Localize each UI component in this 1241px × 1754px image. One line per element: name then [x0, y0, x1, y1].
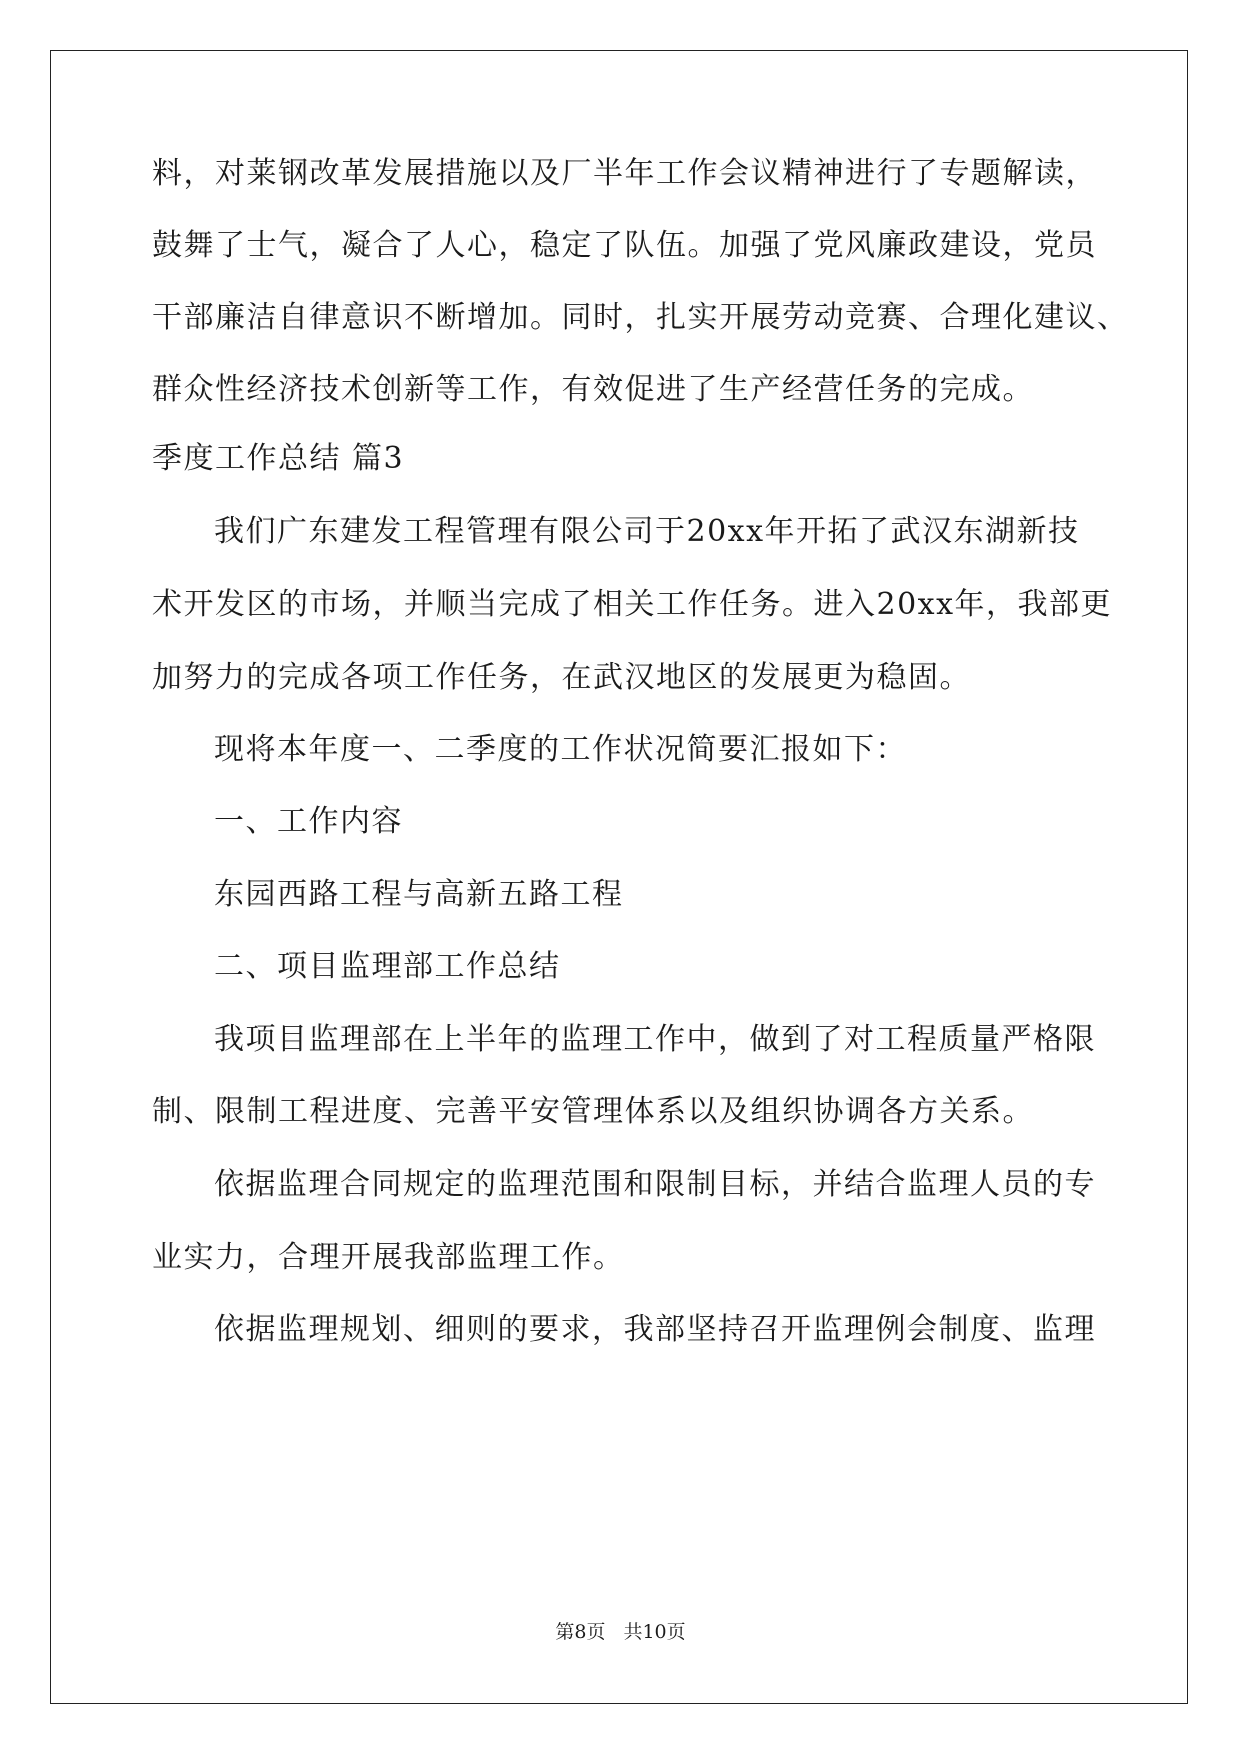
- body-line-8: 加努力的完成各项工作任务，在武汉地区的发展更为稳固。: [152, 660, 971, 695]
- body-line-16: 业实力，合理开展我部监理工作。: [152, 1240, 625, 1275]
- subheading-1: 一、工作内容: [214, 804, 403, 839]
- body-line-7: 术开发区的市场，并顺当完成了相关工作任务。进入20xx年，我部更: [152, 587, 1113, 622]
- page-footer: [0, 1620, 1241, 1644]
- body-line-9: 现将本年度一、二季度的工作状况简要汇报如下：: [214, 732, 907, 767]
- subheading-2: 二、项目监理部工作总结: [214, 949, 561, 984]
- page-number: 第8页: [555, 1621, 606, 1643]
- section-heading: 季度工作总结 篇3: [152, 441, 405, 476]
- body-line-6: 我们广东建发工程管理有限公司于20xx年开拓了武汉东湖新技: [214, 514, 1080, 549]
- body-line-14: 制、限制工程进度、完善平安管理体系以及组织协调各方关系。: [152, 1094, 1034, 1129]
- body-line-11: 东园西路工程与高新五路工程: [214, 877, 624, 912]
- body-line-2: 鼓舞了士气，凝合了人心，稳定了队伍。加强了党风廉政建设，党员: [152, 228, 1097, 263]
- body-line-15: 依据监理合同规定的监理范围和限制目标，并结合监理人员的专: [214, 1167, 1096, 1202]
- page-total: 共10页: [623, 1621, 686, 1643]
- body-line-1: 料，对莱钢改革发展措施以及厂半年工作会议精神进行了专题解读，: [152, 156, 1097, 191]
- body-line-17: 依据监理规划、细则的要求，我部坚持召开监理例会制度、监理: [214, 1312, 1096, 1347]
- body-line-4: 群众性经济技术创新等工作，有效促进了生产经营任务的完成。: [152, 372, 1034, 407]
- body-line-3: 干部廉洁自律意识不断增加。同时，扎实开展劳动竞赛、合理化建议、: [152, 300, 1129, 335]
- body-line-13: 我项目监理部在上半年的监理工作中，做到了对工程质量严格限: [214, 1022, 1096, 1057]
